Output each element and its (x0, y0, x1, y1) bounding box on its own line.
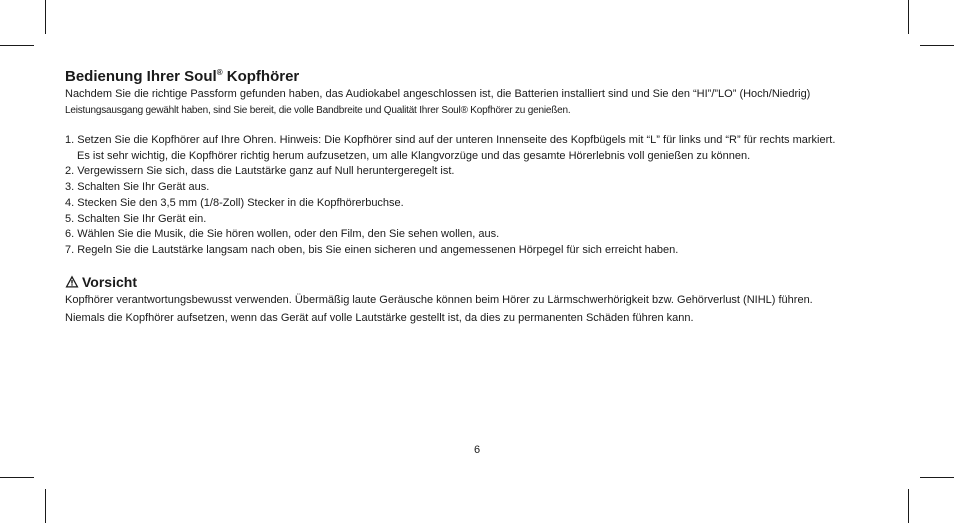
warning-text: Kopfhörer verantwortungsbewusst verwenden. Übermäßig laute Geräusche können beim Hörer zu Lärmschwerhörigkeit bzw. Gehörverlust (NIHL) führen. Niemals die Kopfhörer aufsetzen, wenn das Gerät auf volle Lautstärke gestellt ist, da dies zu permanenten Schäden führen kann. (65, 293, 813, 324)
crop-mark (908, 489, 909, 523)
warning-triangle-icon (65, 275, 79, 288)
crop-mark (908, 0, 909, 34)
list-item: 5. Schalten Sie Ihr Gerät ein. (65, 212, 207, 225)
steps-list (65, 133, 895, 259)
list-item: 3. Schalten Sie Ihr Gerät aus. (65, 181, 210, 194)
crop-mark (45, 489, 46, 523)
list-item: 1. Setzen Sie die Kopfhörer auf Ihre Ohren. Hinweis: Die Kopfhörer sind auf der unteren Innenseite des Kopfbügels mit “L” für links und “R” für rechts markiert. Es ist sehr wichtig, die Kopfhörer richtig herum aufzusetzen, um alle Klangvorzüge und das gesamte Hörerlebnis voll genießen zu können. (65, 134, 836, 162)
list-item: 4. Stecken Sie den 3,5 mm (1/8-Zoll) Stecker in die Kopfhörerbuchse. (65, 196, 404, 209)
list-item: 2. Vergewissern Sie sich, dass die Lautstärke ganz auf Null heruntergeregelt ist. (65, 165, 455, 178)
registered-mark: ® (216, 68, 223, 77)
warning-title: Vorsicht (65, 273, 895, 291)
intro-line-1: Nachdem Sie die richtige Passform gefunden haben, das Audiokabel angeschlossen ist, die Batterien installiert sind und Sie den “HI”/”LO” (Hoch/Niedrig) (65, 88, 811, 100)
page-content (65, 64, 895, 327)
list-item: 6. Wählen Sie die Musik, die Sie hören wollen, oder den Film, den Sie sehen wollen, aus. (65, 228, 500, 241)
intro-paragraph (65, 86, 895, 119)
crop-mark (920, 45, 954, 46)
list-item: 7. Regeln Sie die Lautstärke langsam nach oben, bis Sie einen sicheren und angemessenen Hörpegel für sich erreicht haben. (65, 243, 679, 256)
intro-line-2: Leistungsausgang gewählt haben, sind Sie bereit, die volle Bandbreite und Qualität Ihrer Soul® Kopfhörer zu genießen. (65, 105, 571, 116)
crop-mark (45, 0, 46, 34)
crop-mark (0, 477, 34, 478)
section-title: Bedienung Ihrer Soul® Kopfhörer (65, 68, 300, 85)
page-number: 6 (473, 444, 481, 456)
crop-mark (0, 45, 34, 46)
crop-mark (920, 477, 954, 478)
